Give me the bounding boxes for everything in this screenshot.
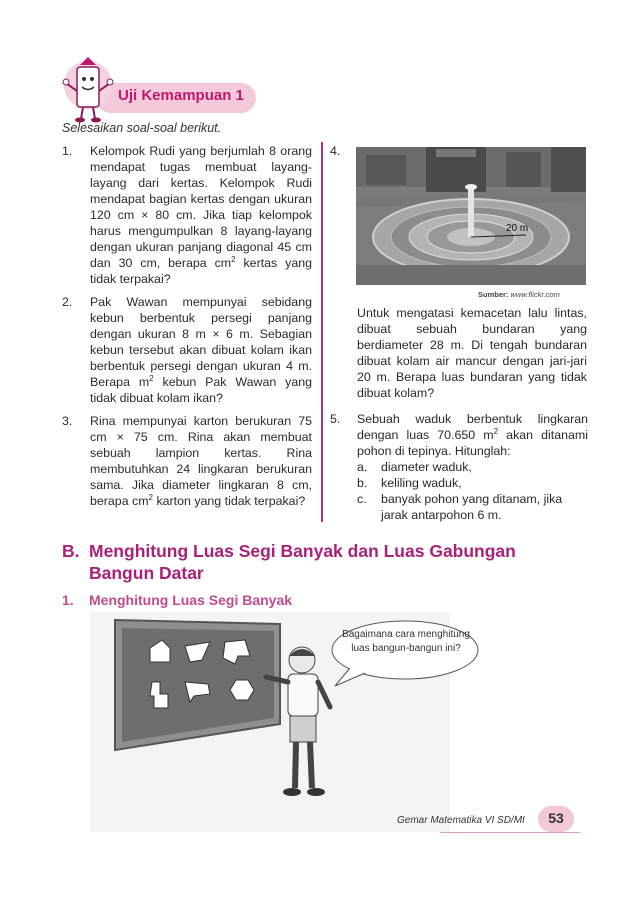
- question-4-text: Untuk mengatasi kemacetan lalu lintas, dibuat sebuah bundaran yang berdiameter 28 m. Di tengah bundaran dibuat kolam air mancur dengan jari-jari 20 m. Berapa luas bundaran yang tidak dibuat kolam?: [357, 306, 587, 400]
- header-pill: [96, 83, 256, 113]
- sub-item-b: b. keliling waduk,: [357, 476, 462, 490]
- question-1: [62, 143, 312, 287]
- section-heading: B. Menghitung Luas Segi Banyak dan Luas Gabungan Bangun Datar: [62, 541, 516, 583]
- question-4-number: 4.: [330, 144, 341, 158]
- instruction-text: Selesaikan soal-soal berikut.: [62, 121, 222, 135]
- photo-source: Sumber: www.flickr.com: [478, 290, 560, 299]
- book-title: Gemar Matematika VI SD/MI: [397, 815, 525, 826]
- radius-label: 20 m: [506, 223, 529, 234]
- sub-item-a: a. diameter waduk,: [357, 460, 472, 474]
- question-text: Pak Wawan mempunyai sebidang kebun berbentuk persegi panjang dengan ukuran 8 m × 6 m. Sebagian kebun tersebut akan dibuat kolam ikan berbentuk persegi dengan ukuran 4 m. Berapa $m^2$ kebun Pak Wawan yang tidak dibuat kolam ikan?: [90, 295, 312, 405]
- question-5: [330, 411, 588, 530]
- question-text: Kelompok Rudi yang berjumlah 8 orang mendapat tugas membuat layang-layang dari kertas. Kelompok Rudi mendapat bagian kertas dengan ukuran 120 cm × 80 cm. Jika tiap kelompok harus mengumpulkan 8 layang-layang dengan ukuran panjang diagonal 45 cm dan 30 cm, berapa $cm^2$ kertas yang tidak terpakai?: [90, 144, 312, 286]
- subsection-heading: 1. Menghitung Luas Segi Banyak: [62, 592, 293, 608]
- column-divider: [321, 142, 323, 522]
- question-text: Rina mempunyai karton berukuran 75 cm × 75 cm. Rina akan membuat sebuah lampion kertas. Rina membutuhkan 24 lingkaran berukuran sama. Jika diameter lingkaran 8 cm, berapa $cm^2$ karton yang tidak terpakai?: [90, 414, 312, 508]
- section-header-badge: [60, 55, 260, 125]
- question-text: Sebuah waduk berbentuk lingkaran dengan luas 70.650 $m^2$ akan ditanami pohon di tepinya. Hitunglah:: [357, 412, 588, 458]
- question-number: 1.: [62, 144, 73, 158]
- question-number: 5.: [330, 412, 341, 426]
- question-number: 2.: [62, 295, 73, 309]
- question-3: [62, 413, 312, 509]
- question-number: 3.: [62, 414, 73, 428]
- left-question-column: [62, 143, 312, 516]
- pencil-mascot-icon: [60, 55, 116, 125]
- footer-rule: [440, 832, 580, 833]
- sub-item-c: c. banyak pohon yang ditanam, jika jarak antarpohon 6 m.: [357, 492, 563, 522]
- speech-bubble-text: Bagaimana cara menghitung luas bangun-bangun ini?: [342, 629, 470, 654]
- page-number: 53: [548, 810, 564, 826]
- header-title: Uji Kemampuan 1: [118, 87, 244, 104]
- question-2: [62, 294, 312, 406]
- roundabout-photo: [356, 147, 586, 285]
